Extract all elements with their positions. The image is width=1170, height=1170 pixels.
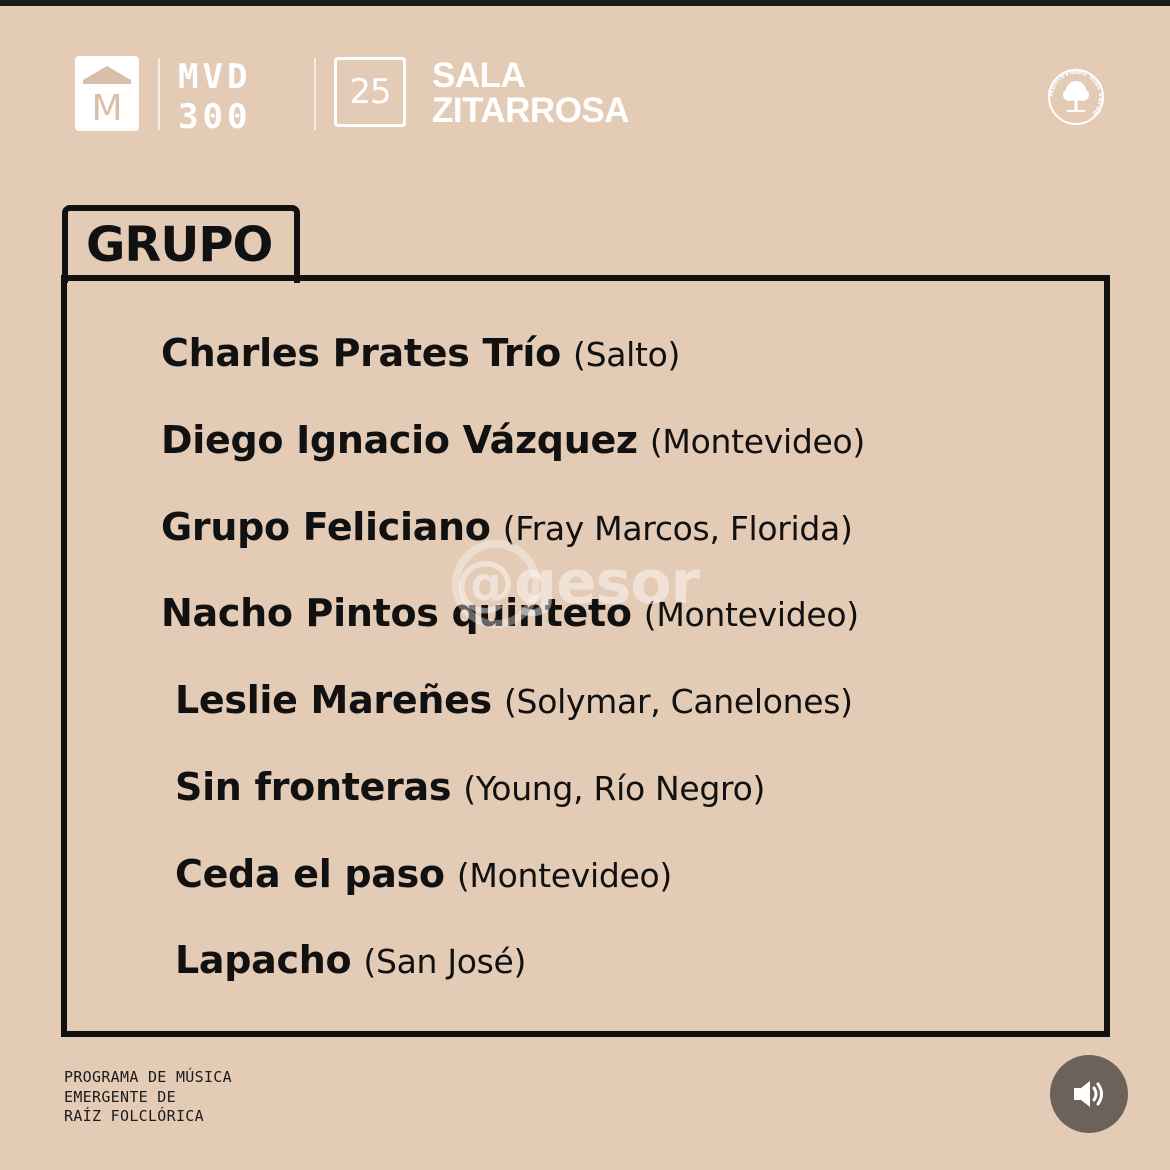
green-city-badge-text: Montevideo más verde — [1046, 67, 1106, 118]
mvd300-logo-line2: 300 — [178, 97, 252, 134]
intendencia-logo-mark — [75, 56, 139, 131]
group-location: (San José) — [363, 942, 527, 981]
green-city-badge — [1045, 66, 1107, 128]
sound-toggle-button[interactable] — [1050, 1055, 1128, 1133]
program-description — [64, 1068, 232, 1127]
group-item — [175, 678, 853, 724]
top-border — [0, 0, 1170, 6]
group-name: Ceda el paso — [175, 852, 445, 896]
group-location: (Young, Río Negro) — [463, 769, 766, 808]
group-name: Leslie Mareñes — [175, 678, 492, 722]
group-location: (Montevideo) — [649, 422, 865, 461]
group-name: Lapacho — [175, 938, 352, 982]
mvd300-logo-line1: MVD — [178, 58, 252, 97]
group-item — [175, 765, 765, 811]
venue-logo — [432, 58, 629, 128]
group-name: Diego Ignacio Vázquez — [161, 418, 638, 462]
group-name: Sin fronteras — [175, 765, 452, 809]
anniversary-number: 25 — [349, 72, 391, 112]
group-name: Nacho Pintos quinteto — [161, 591, 632, 635]
group-location: (Montevideo) — [456, 856, 672, 895]
header-divider — [314, 58, 316, 130]
venue-logo-line2: ZITARROSA — [432, 91, 630, 130]
group-name: Grupo Feliciano — [161, 505, 491, 549]
group-location: (Montevideo) — [643, 595, 859, 634]
group-name: Charles Prates Trío — [161, 331, 561, 375]
mvd300-logo — [178, 58, 296, 134]
program-line: PROGRAMA DE MÚSICA — [64, 1068, 232, 1086]
program-line: EMERGENTE DE — [64, 1087, 176, 1106]
section-title: GRUPO — [86, 217, 273, 273]
intendencia-logo-letter: M — [91, 88, 123, 129]
group-list-box — [61, 275, 1110, 1037]
group-location: (Solymar, Canelones) — [503, 682, 853, 721]
anniversary-badge — [334, 57, 406, 127]
group-location: (Salto) — [573, 335, 681, 374]
group-item — [175, 938, 526, 984]
group-location: (Fray Marcos, Florida) — [502, 509, 853, 548]
watermark: @gesor — [455, 548, 700, 618]
program-line: RAÍZ FOLCLÓRICA — [64, 1107, 204, 1125]
tree-icon — [1063, 81, 1089, 112]
intendencia-logo — [75, 56, 139, 131]
group-item — [161, 418, 865, 464]
speaker-volume-icon — [1071, 1076, 1107, 1112]
header-divider — [158, 58, 160, 130]
venue-logo-line1: SALA — [432, 56, 526, 95]
group-item — [161, 331, 680, 377]
group-item — [175, 852, 672, 898]
